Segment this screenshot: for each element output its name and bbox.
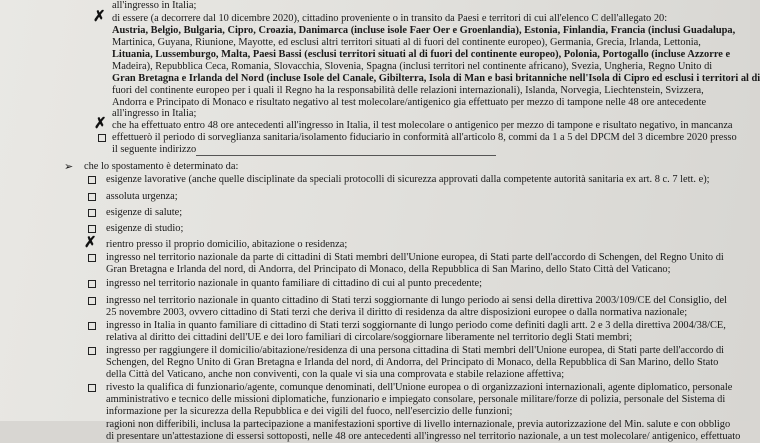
- cross-mark-icon: ✗: [93, 9, 106, 25]
- checkbox[interactable]: [88, 322, 96, 330]
- checkbox[interactable]: [88, 176, 96, 184]
- text-line: ingresso per raggiungere il domicilio/abitazione/residenza di una persona cittadina di Stati membri dell'Unione europea, di Stati parte dell'accordo di: [106, 345, 725, 356]
- text-line: di presentare un'attestazione di essersi sottoposti, nelle 48 ore antecedenti all'ingresso nel territorio nazionale, a un test molecolare/ antigenico, effettuato: [106, 431, 741, 442]
- text-line: Schengen, del Regno Unito di Gran Bretagna e Irlanda del nord, di Andorra, del Principato di Monaco, della Repubblica di San Marino, dello Stato: [106, 357, 719, 368]
- text-line: all'ingresso in Italia;: [112, 108, 197, 119]
- text-line: 25 novembre 2003, ovvero cittadino di Stati terzi che deriva il diritto di residenza da altre disposizioni europee o dalla normativa nazionale;: [106, 307, 688, 318]
- text-line: assoluta urgenza;: [106, 191, 178, 202]
- text-line: che ha effettuato entro 48 ore antecedenti all'ingresso in Italia, il test molecolare o antigenico per mezzo di tampone e risultato negativo, in mancanza: [112, 120, 733, 131]
- text-line: ragioni non differibili, inclusa la partecipazione a manifestazioni sportive di livello internazionale, previa autorizzazione del Min. salute e con obbligo: [106, 419, 731, 430]
- text-line: di essere (a decorrere dal 10 dicembre 2020), cittadino proveniente o in transito da Paesi e territori di cui all'elenco C dell'allegato 20:: [112, 13, 668, 24]
- checkbox[interactable]: [88, 280, 96, 288]
- checkbox[interactable]: [88, 297, 96, 305]
- checkbox[interactable]: [88, 384, 96, 392]
- text-line: relativa al diritto dei cittadini dell'UE e dei loro familiari di circolare/soggiornare liberamente nel territorio degli Stati membri;: [106, 332, 633, 343]
- text-line: fuori del continente europeo per i quali il Regno ha la responsabilità delle relazioni internazionali), Islanda, Norvegia, Liechtenstein, Svizzera,: [112, 85, 704, 96]
- text-line: amministrativo e tecnico delle missioni diplomatiche, funzionario e impiegato consolare, personale militare/forze di polizia, personale del Sistema di: [106, 394, 726, 405]
- text-line: Madeira), Repubblica Ceca, Romania, Slovacchia, Slovenia, Spagna (inclusi territori nel continente africano), Svezia, Ungheria, Regno Unito di: [112, 61, 713, 72]
- checkbox[interactable]: [98, 134, 106, 142]
- cross-mark-icon: ✗: [84, 235, 97, 251]
- text-line: rivesto la qualifica di funzionario/agente, comunque denominati, dell'Unione europea o di organizzazioni internazionali, agente diplomatico, personale: [106, 382, 733, 393]
- text-line: ingresso nel territorio nazionale in quanto familiare di cittadino di cui al punto precedente;: [106, 278, 482, 289]
- address-fill-line[interactable]: [196, 155, 496, 156]
- checkbox[interactable]: [88, 254, 96, 262]
- address-label: il seguente indirizzo: [112, 144, 197, 155]
- checkbox[interactable]: [88, 209, 96, 217]
- section-heading: che lo spostamento è determinato da:: [84, 161, 239, 172]
- text-line: esigenze lavorative (anche quelle disciplinate da speciali protocolli di sicurezza approvati dalla competente autorità sanitaria ex art. 8 c. 7 lett. e);: [106, 174, 710, 185]
- text-line: all'ingresso in Italia;: [112, 0, 197, 11]
- arrow-bullet-icon: ➢: [64, 161, 74, 173]
- text-line: informazione per la sicurezza della Repubblica e dei vigili del fuoco, nell'esercizio delle funzioni;: [106, 406, 513, 417]
- text-line: della Città del Vaticano, anche non conviventi, con la quale vi sia una comprovata e stabile relazione affettiva;: [106, 369, 565, 380]
- text-line: esigenze di salute;: [106, 207, 183, 218]
- text-line: Gran Bretagna e Irlanda del Nord (incluse Isole del Canale, Gibilterra, Isola di Man e basi britanniche nell'Isola di Cipro ed esclusi i territori al di: [112, 73, 760, 84]
- checkbox[interactable]: [88, 225, 96, 233]
- text-line: rientro presso il proprio domicilio, abitazione o residenza;: [106, 239, 348, 250]
- text-line: ingresso in Italia in quanto familiare di cittadino di Stati terzi soggiornante di lungo periodo come definiti dagli artt. 2 e 3 della direttiva 2004/38/CE,: [106, 320, 726, 331]
- text-line: Andorra e Principato di Monaco e risultato negativo al test molecolare/antigenico gia effettuato per mezzo di tampone nelle 48 ore antecedente: [112, 97, 707, 108]
- text-line: effettuerò il periodo di sorveglianza sanitaria/isolamento fiduciario in conformità all'articolo 8, commi da 1 a 5 del DPCM del 3 dicembre 2020 presso: [112, 132, 737, 143]
- text-line: Lituania, Lussemburgo, Malta, Paesi Bassi (esclusi territori situati al di fuori del continente europeo), Polonia, Portogallo (incluse Azzorre e: [112, 49, 731, 60]
- text-line: Gran Bretagna e Irlanda del nord, di Andorra, del Principato di Monaco, della Repubblica di San Marino, dello Stato Città del Vaticano;: [106, 264, 671, 275]
- checkbox[interactable]: [88, 193, 96, 201]
- text-line: Martinica, Guyana, Riunione, Mayotte, ed esclusi altri territori situati al di fuori del continente europeo), Germania, Grecia, Irlanda, Lettonia,: [112, 37, 701, 48]
- text-line: esigenze di studio;: [106, 223, 184, 234]
- cross-mark-icon: ✗: [94, 116, 107, 132]
- text-line: ingresso nel territorio nazionale in quanto cittadino di Stati terzi soggiornante di lungo periodo ai sensi della direttiva 2003/109/CE del Consiglio, del: [106, 295, 728, 306]
- text-line: Austria, Belgio, Bulgaria, Cipro, Croazia, Danimarca (incluse isole Faer Oer e Groenlandia), Estonia, Finlandia, Francia (inclusi Guadalupa,: [112, 25, 736, 36]
- text-line: ingresso nel territorio nazionale da parte di cittadini di Stati membri dell'Unione europea, di Stati parte dell'accordo di Schengen, del Regno Unito di: [106, 252, 724, 263]
- checkbox[interactable]: [88, 347, 96, 355]
